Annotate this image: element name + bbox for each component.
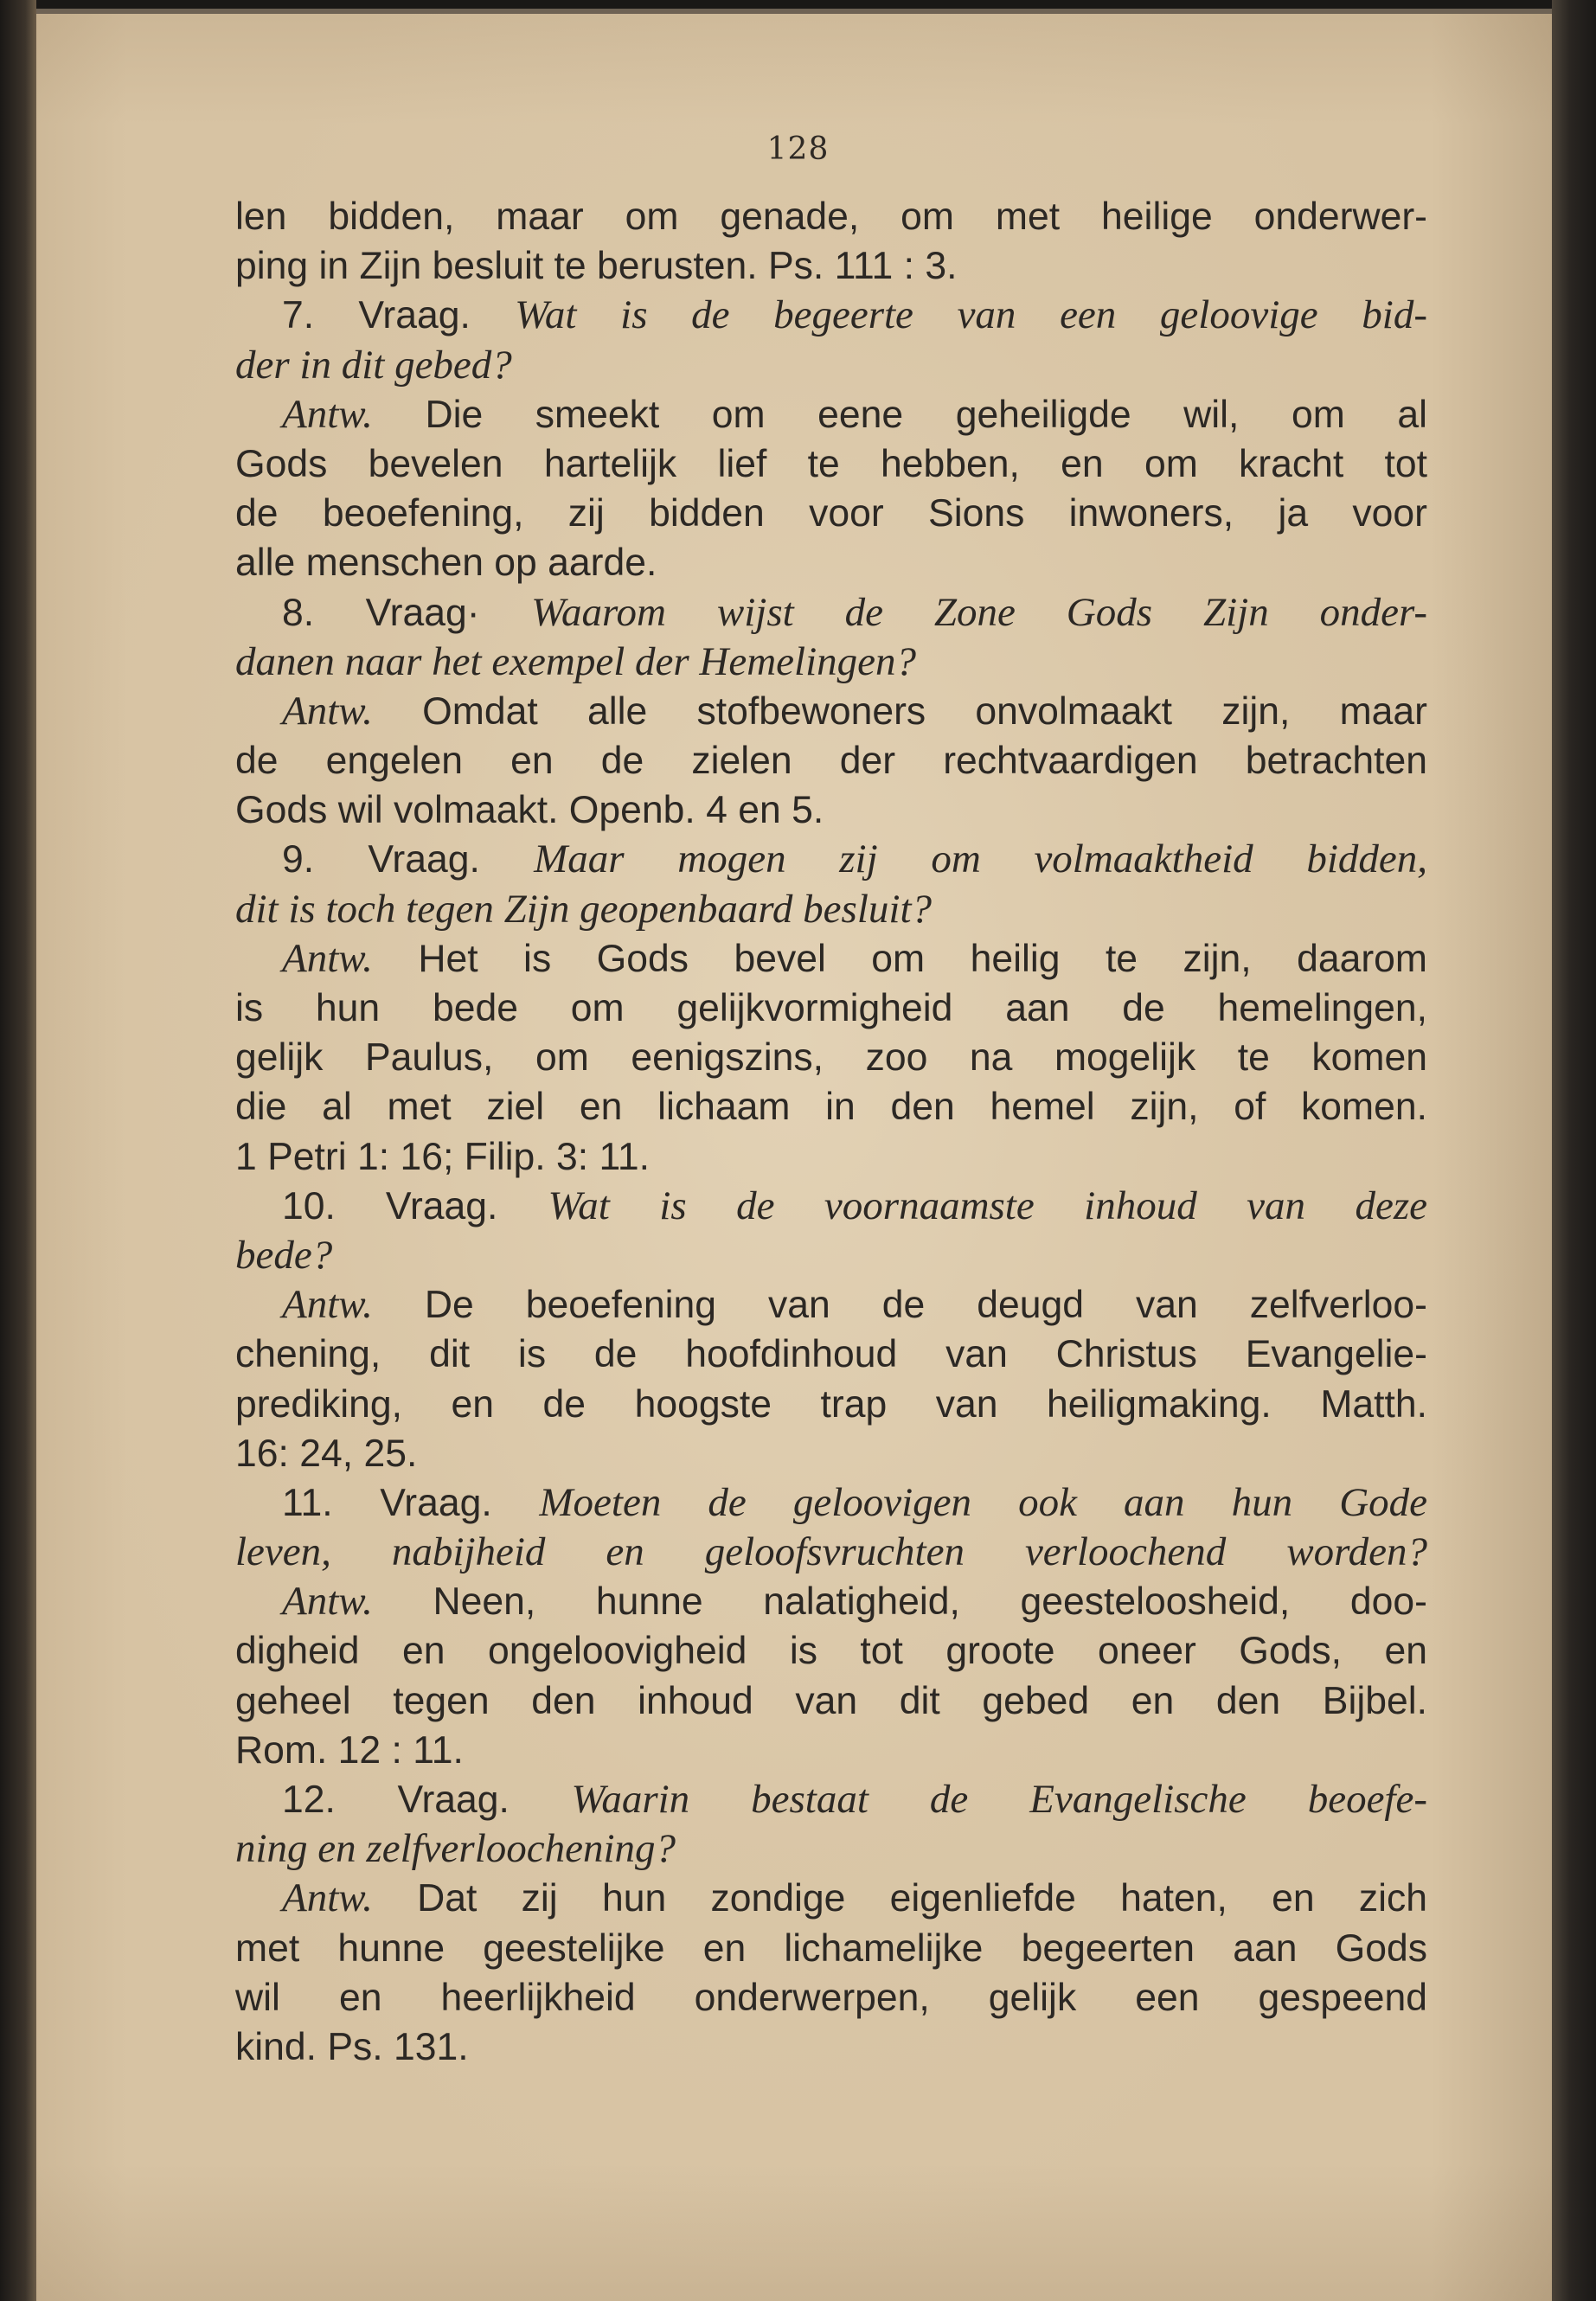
text-line: de engelen en de zielen der rechtvaardigen betrachten [235, 740, 1427, 783]
answer-line: Antw. Die smeekt om eene geheiligde wil, om al [282, 391, 1427, 437]
answer-line: Antw. Neen, hunne nalatigheid, geesteloosheid, doo- [282, 1579, 1427, 1625]
question-line: 10. Vraag. Wat is de voornaamste inhoud van deze [282, 1183, 1427, 1228]
text-line: Gods wil volmaakt. Openb. 4 en 5. [235, 789, 824, 832]
text-line: alle menschen op aarde. [235, 542, 657, 585]
answer-line: Antw. Het is Gods bevel om heilig te zijn, daarom [282, 935, 1427, 981]
text-line: prediking, en de hoogste trap van heiligmaking. Matth. [235, 1382, 1427, 1426]
question-line: 12. Vraag. Waarin bestaat de Evangelische beoefe- [282, 1777, 1428, 1822]
question-line: der in dit gebed? [235, 342, 512, 388]
answer-line: Antw. Dat zij hun zondige eigenliefde haten, en zich [282, 1875, 1427, 1921]
text-line: de beoefening, zij bidden voor Sions inwoners, ja voor [235, 492, 1427, 535]
answer-line: Antw. Omdat alle stofbewoners onvolmaakt zijn, maar [282, 688, 1427, 734]
text-line: Rom. 12 : 11. [235, 1728, 464, 1772]
text-line: is hun bede om gelijkvormigheid aan de hemelingen, [235, 987, 1427, 1029]
question-line: 11. Vraag. Moeten de geloovigen ook aan hun Gode [282, 1479, 1428, 1525]
question-line: ning en zelfverloochening? [235, 1826, 676, 1872]
text-line: met hunne geestelijke en lichamelijke begeerten aan Gods [235, 1926, 1427, 1970]
question-line: bede? [235, 1232, 333, 1278]
answer-line: Antw. De beoefening van de deugd van zelfverloo- [282, 1282, 1427, 1328]
text-line: 16: 24, 25. [235, 1432, 418, 1475]
text-line: geheel tegen den inhoud van dit gebed en den Bijbel. [235, 1679, 1427, 1722]
text-line: chening, dit is de hoofdinhoud van Christus Evangelie- [235, 1333, 1427, 1376]
question-line: dit is toch tegen Zijn geopenbaard besluit? [235, 886, 933, 932]
text-line: ping in Zijn besluit te berusten. Ps. 111 : 3. [235, 245, 958, 288]
text-line: die al met ziel en lichaam in den hemel zijn, of komen. [235, 1086, 1427, 1129]
text-line: 1 Petri 1: 16; Filip. 3: 11. [235, 1135, 651, 1178]
top-edge-rule [36, 9, 1552, 14]
right-scan-edge [1552, 0, 1596, 2301]
text-line: Gods bevelen hartelijk lief te hebben, en om kracht tot [235, 442, 1427, 485]
question-line: danen naar het exempel der Hemelingen? [235, 638, 916, 684]
question-line: 9. Vraag. Maar mogen zij om volmaaktheid bidden, [282, 836, 1427, 882]
question-line: 7. Vraag. Wat is de begeerte van een geloovige bid- [282, 292, 1427, 338]
text-line: gelijk Paulus, om eenigszins, zoo na mogelijk te komen [235, 1036, 1427, 1080]
body-text [235, 192, 1427, 2072]
page-number: 128 [766, 131, 830, 167]
question-line: 8. Vraag· Waarom wijst de Zone Gods Zijn onder- [282, 589, 1427, 635]
left-scan-edge [0, 0, 36, 2301]
text-line: wil en heerlijkheid onderwerpen, gelijk een gespeend [235, 1976, 1427, 2019]
question-line: leven, nabijheid en geloofsvruchten verloochend worden? [235, 1529, 1427, 1575]
text-line: digheid en ongeloovigheid is tot groote oneer Gods, en [235, 1630, 1427, 1673]
text-line: kind. Ps. 131. [235, 2025, 469, 2068]
text-line: len bidden, maar om genade, om met heilige onderwer- [235, 195, 1427, 238]
